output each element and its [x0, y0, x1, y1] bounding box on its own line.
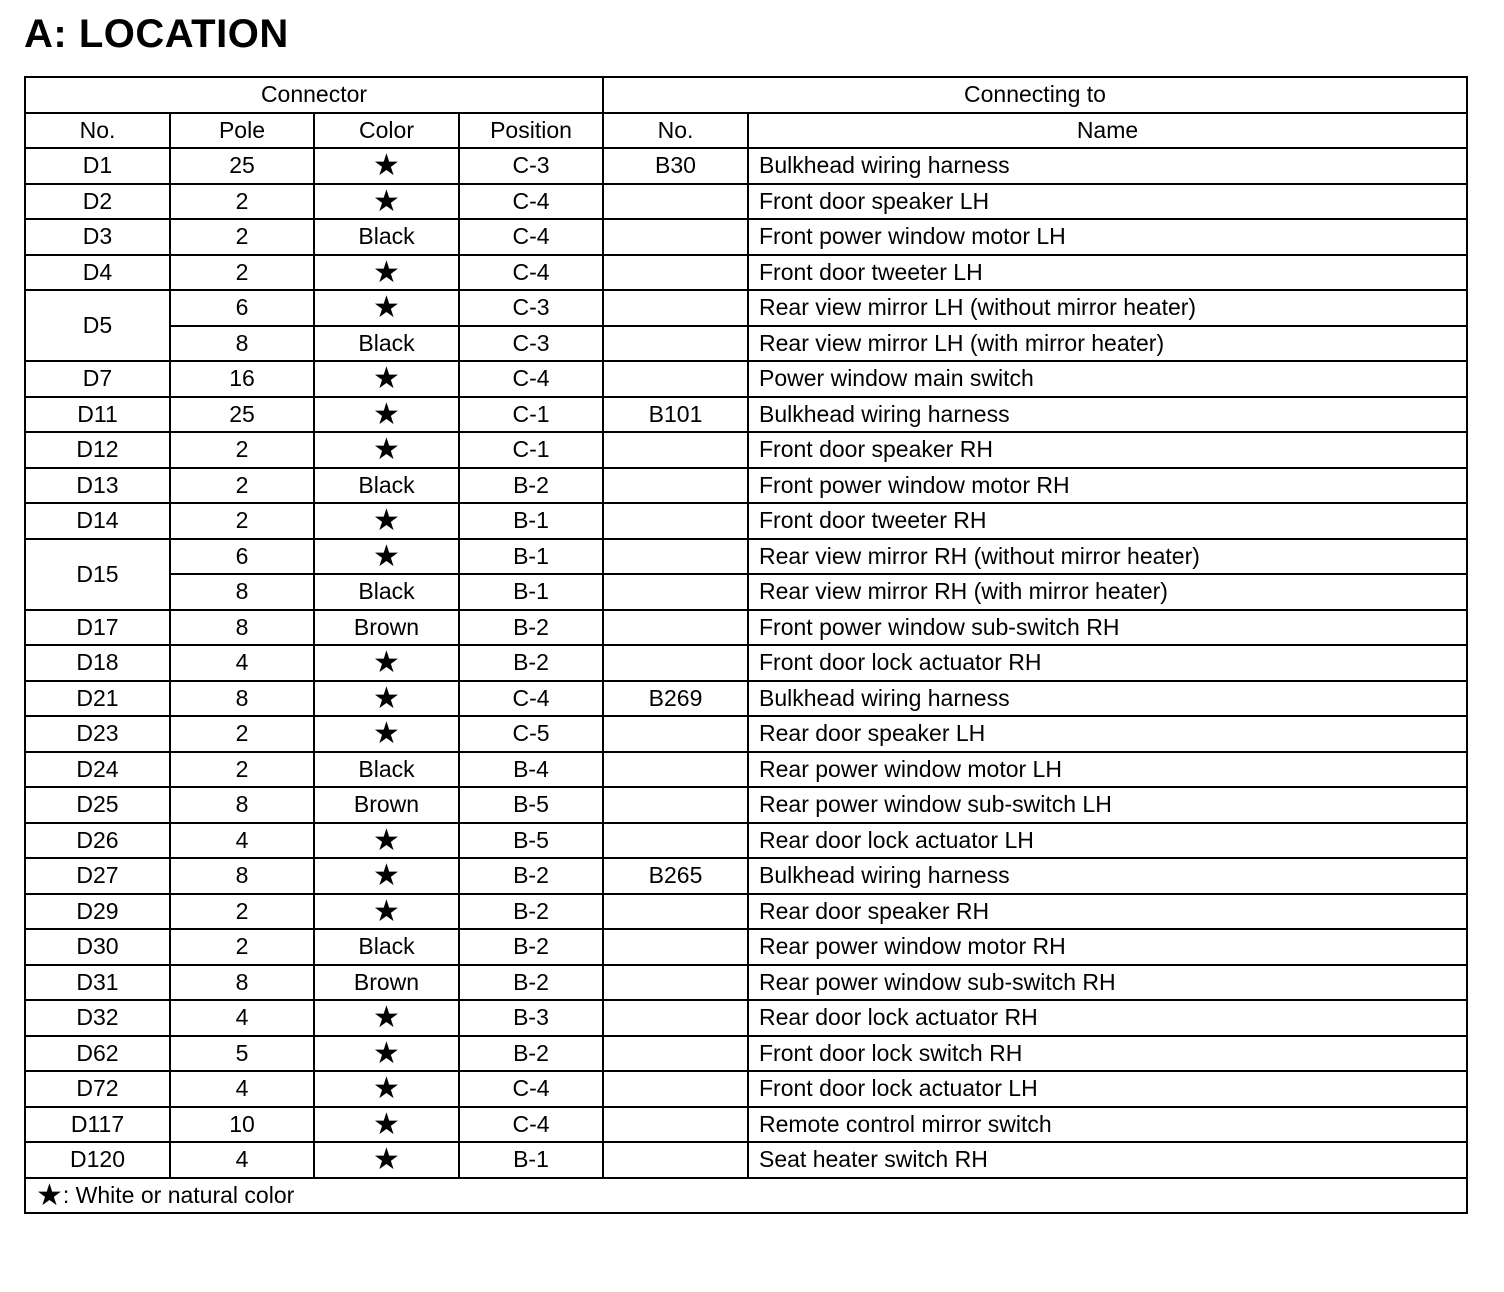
connector-no-cell: D30 — [25, 929, 170, 965]
table-row — [25, 716, 1467, 752]
table-row — [25, 1000, 1467, 1036]
table-row — [25, 539, 1467, 575]
connector-no-cell: D5 — [25, 290, 170, 361]
pole-cell: 4 — [170, 1142, 314, 1178]
connecting-name-cell: Bulkhead wiring harness — [748, 858, 1467, 894]
connecting-name-cell: Rear door lock actuator LH — [748, 823, 1467, 859]
connector-no-cell: D2 — [25, 184, 170, 220]
footnote — [25, 1178, 1467, 1214]
position-cell: B-5 — [459, 787, 603, 823]
color-star-icon: ★ — [314, 858, 459, 894]
connecting-name-cell: Front door tweeter RH — [748, 503, 1467, 539]
connecting-name-cell: Rear door speaker RH — [748, 894, 1467, 930]
connector-no-cell: D12 — [25, 432, 170, 468]
color-cell: Black — [314, 574, 459, 610]
table-row — [25, 184, 1467, 220]
table-row — [25, 468, 1467, 504]
connector-no-cell: D117 — [25, 1107, 170, 1143]
pole-cell: 2 — [170, 432, 314, 468]
color-star-icon: ★ — [314, 1142, 459, 1178]
connecting-no-cell — [603, 645, 748, 681]
table-row — [25, 219, 1467, 255]
color-star-icon: ★ — [314, 290, 459, 326]
connector-no-cell: D26 — [25, 823, 170, 859]
color-star-icon: ★ — [314, 503, 459, 539]
position-cell: C-4 — [459, 1071, 603, 1107]
table-row — [25, 1142, 1467, 1178]
color-cell: Black — [314, 752, 459, 788]
pole-cell: 4 — [170, 1000, 314, 1036]
position-cell: C-3 — [459, 148, 603, 184]
connector-no-cell: D14 — [25, 503, 170, 539]
connecting-no-cell: B101 — [603, 397, 748, 433]
pole-cell: 4 — [170, 1071, 314, 1107]
pole-cell: 8 — [170, 858, 314, 894]
color-star-icon: ★ — [314, 539, 459, 575]
connector-no-cell: D24 — [25, 752, 170, 788]
position-cell: C-5 — [459, 716, 603, 752]
connecting-name-cell: Bulkhead wiring harness — [748, 148, 1467, 184]
pole-cell: 6 — [170, 539, 314, 575]
position-cell: B-1 — [459, 539, 603, 575]
table-row — [25, 752, 1467, 788]
color-star-icon: ★ — [314, 716, 459, 752]
color-star-icon: ★ — [314, 432, 459, 468]
col-header-no: No. — [25, 113, 170, 149]
table-row — [25, 290, 1467, 326]
pole-cell: 5 — [170, 1036, 314, 1072]
connecting-name-cell: Front door lock actuator LH — [748, 1071, 1467, 1107]
pole-cell: 2 — [170, 894, 314, 930]
table-body — [25, 148, 1467, 1178]
position-cell: B-5 — [459, 823, 603, 859]
position-cell: C-1 — [459, 397, 603, 433]
color-star-icon: ★ — [314, 681, 459, 717]
pole-cell: 2 — [170, 255, 314, 291]
col-header-connecting-no: No. — [603, 113, 748, 149]
position-cell: C-3 — [459, 326, 603, 362]
pole-cell: 16 — [170, 361, 314, 397]
col-header-color: Color — [314, 113, 459, 149]
connecting-name-cell: Front door tweeter LH — [748, 255, 1467, 291]
color-cell: Black — [314, 326, 459, 362]
position-cell: B-1 — [459, 574, 603, 610]
color-star-icon: ★ — [314, 361, 459, 397]
pole-cell: 2 — [170, 219, 314, 255]
position-cell: B-2 — [459, 645, 603, 681]
connecting-no-cell — [603, 1071, 748, 1107]
connector-no-cell: D29 — [25, 894, 170, 930]
color-star-icon: ★ — [314, 255, 459, 291]
pole-cell: 8 — [170, 574, 314, 610]
col-header-pole: Pole — [170, 113, 314, 149]
position-cell: B-4 — [459, 752, 603, 788]
column-header-row — [25, 113, 1467, 149]
connector-no-cell: D18 — [25, 645, 170, 681]
position-cell: B-2 — [459, 858, 603, 894]
connecting-no-cell — [603, 894, 748, 930]
position-cell: C-4 — [459, 681, 603, 717]
connecting-name-cell: Front power window motor LH — [748, 219, 1467, 255]
connecting-name-cell: Rear power window sub-switch RH — [748, 965, 1467, 1001]
position-cell: C-3 — [459, 290, 603, 326]
pole-cell: 2 — [170, 716, 314, 752]
connecting-no-cell — [603, 752, 748, 788]
connecting-no-cell — [603, 539, 748, 575]
connecting-name-cell: Bulkhead wiring harness — [748, 397, 1467, 433]
connecting-no-cell — [603, 255, 748, 291]
pole-cell: 25 — [170, 148, 314, 184]
connector-no-cell: D72 — [25, 1071, 170, 1107]
pole-cell: 25 — [170, 397, 314, 433]
pole-cell: 10 — [170, 1107, 314, 1143]
table-row — [25, 397, 1467, 433]
color-star-icon: ★ — [314, 1036, 459, 1072]
connecting-no-cell — [603, 326, 748, 362]
connecting-name-cell: Rear power window sub-switch LH — [748, 787, 1467, 823]
pole-cell: 4 — [170, 645, 314, 681]
connecting-no-cell: B30 — [603, 148, 748, 184]
table-row — [25, 858, 1467, 894]
connecting-name-cell: Rear view mirror LH (without mirror heater) — [748, 290, 1467, 326]
connecting-no-cell — [603, 503, 748, 539]
page-title: A: LOCATION — [24, 12, 289, 56]
position-cell: C-4 — [459, 361, 603, 397]
table-row — [25, 148, 1467, 184]
position-cell: C-1 — [459, 432, 603, 468]
footnote-row — [25, 1178, 1467, 1214]
pole-cell: 2 — [170, 468, 314, 504]
connecting-name-cell: Rear door lock actuator RH — [748, 1000, 1467, 1036]
color-star-icon: ★ — [314, 823, 459, 859]
color-cell: Black — [314, 468, 459, 504]
connector-no-cell: D31 — [25, 965, 170, 1001]
connecting-no-cell — [603, 823, 748, 859]
pole-cell: 8 — [170, 787, 314, 823]
location-table — [24, 76, 1468, 1214]
color-star-icon: ★ — [314, 645, 459, 681]
connecting-name-cell: Front door lock switch RH — [748, 1036, 1467, 1072]
position-cell: B-2 — [459, 894, 603, 930]
connecting-name-cell: Front power window sub-switch RH — [748, 610, 1467, 646]
table-row — [25, 361, 1467, 397]
color-star-icon: ★ — [314, 184, 459, 220]
connecting-no-cell — [603, 929, 748, 965]
table-row — [25, 432, 1467, 468]
position-cell: B-1 — [459, 503, 603, 539]
connector-no-cell: D62 — [25, 1036, 170, 1072]
connecting-no-cell — [603, 1107, 748, 1143]
position-cell: C-4 — [459, 184, 603, 220]
pole-cell: 8 — [170, 326, 314, 362]
connecting-no-cell — [603, 468, 748, 504]
connecting-no-cell — [603, 610, 748, 646]
pole-cell: 8 — [170, 681, 314, 717]
connecting-name-cell: Front door speaker RH — [748, 432, 1467, 468]
connecting-name-cell: Rear view mirror RH (with mirror heater) — [748, 574, 1467, 610]
connecting-no-cell: B269 — [603, 681, 748, 717]
color-star-icon: ★ — [314, 1000, 459, 1036]
color-star-icon: ★ — [314, 148, 459, 184]
connector-no-cell: D1 — [25, 148, 170, 184]
pole-cell: 2 — [170, 184, 314, 220]
connector-no-cell: D4 — [25, 255, 170, 291]
col-header-name: Name — [748, 113, 1467, 149]
table-row — [25, 645, 1467, 681]
connector-no-cell: D15 — [25, 539, 170, 610]
position-cell: C-4 — [459, 255, 603, 291]
color-cell: Brown — [314, 787, 459, 823]
pole-cell: 2 — [170, 503, 314, 539]
connecting-name-cell: Bulkhead wiring harness — [748, 681, 1467, 717]
connecting-to-group-header: Connecting to — [603, 77, 1467, 113]
color-star-icon: ★ — [314, 1107, 459, 1143]
connector-no-cell: D25 — [25, 787, 170, 823]
color-cell: Brown — [314, 965, 459, 1001]
connecting-name-cell: Rear power window motor RH — [748, 929, 1467, 965]
pole-cell: 8 — [170, 610, 314, 646]
position-cell: C-4 — [459, 219, 603, 255]
connector-no-cell: D27 — [25, 858, 170, 894]
table-row — [25, 610, 1467, 646]
connecting-no-cell — [603, 716, 748, 752]
connector-no-cell: D23 — [25, 716, 170, 752]
connecting-no-cell — [603, 184, 748, 220]
table-row — [25, 929, 1467, 965]
footnote-text: : White or natural color — [62, 1181, 295, 1208]
pole-cell: 8 — [170, 965, 314, 1001]
connector-no-cell: D120 — [25, 1142, 170, 1178]
connecting-no-cell — [603, 1142, 748, 1178]
connecting-name-cell: Front door speaker LH — [748, 184, 1467, 220]
color-star-icon: ★ — [314, 1071, 459, 1107]
connector-group-header: Connector — [25, 77, 603, 113]
col-header-position: Position — [459, 113, 603, 149]
pole-cell: 6 — [170, 290, 314, 326]
position-cell: B-2 — [459, 1036, 603, 1072]
color-star-icon: ★ — [314, 894, 459, 930]
connecting-name-cell: Power window main switch — [748, 361, 1467, 397]
connecting-no-cell — [603, 965, 748, 1001]
connector-no-cell: D11 — [25, 397, 170, 433]
table-row — [25, 681, 1467, 717]
pole-cell: 2 — [170, 929, 314, 965]
table-row — [25, 1071, 1467, 1107]
position-cell: B-2 — [459, 965, 603, 1001]
table-row — [25, 1036, 1467, 1072]
connecting-no-cell — [603, 290, 748, 326]
connecting-no-cell — [603, 432, 748, 468]
connector-no-cell: D21 — [25, 681, 170, 717]
color-star-icon: ★ — [314, 397, 459, 433]
table-row — [25, 1107, 1467, 1143]
pole-cell: 4 — [170, 823, 314, 859]
table-row — [25, 503, 1467, 539]
pole-cell: 2 — [170, 752, 314, 788]
connecting-name-cell: Rear power window motor LH — [748, 752, 1467, 788]
connecting-no-cell — [603, 1036, 748, 1072]
connecting-name-cell: Front power window motor RH — [748, 468, 1467, 504]
connecting-name-cell: Front door lock actuator RH — [748, 645, 1467, 681]
table-row — [25, 255, 1467, 291]
position-cell: B-2 — [459, 610, 603, 646]
color-cell: Black — [314, 219, 459, 255]
star-icon: ★ — [36, 1178, 63, 1212]
connecting-name-cell: Seat heater switch RH — [748, 1142, 1467, 1178]
color-cell: Brown — [314, 610, 459, 646]
color-cell: Black — [314, 929, 459, 965]
table-row — [25, 894, 1467, 930]
position-cell: B-1 — [459, 1142, 603, 1178]
connecting-no-cell — [603, 361, 748, 397]
position-cell: B-2 — [459, 929, 603, 965]
connecting-name-cell: Rear view mirror LH (with mirror heater) — [748, 326, 1467, 362]
connector-no-cell: D7 — [25, 361, 170, 397]
connector-no-cell: D13 — [25, 468, 170, 504]
connecting-no-cell — [603, 574, 748, 610]
position-cell: C-4 — [459, 1107, 603, 1143]
connecting-name-cell: Remote control mirror switch — [748, 1107, 1467, 1143]
table-row — [25, 787, 1467, 823]
connecting-no-cell: B265 — [603, 858, 748, 894]
connecting-no-cell — [603, 219, 748, 255]
connector-no-cell: D32 — [25, 1000, 170, 1036]
group-header-row — [25, 77, 1467, 113]
table-row — [25, 823, 1467, 859]
connecting-name-cell: Rear door speaker LH — [748, 716, 1467, 752]
position-cell: B-3 — [459, 1000, 603, 1036]
connecting-no-cell — [603, 787, 748, 823]
connector-no-cell: D17 — [25, 610, 170, 646]
table-row — [25, 326, 1467, 362]
connecting-no-cell — [603, 1000, 748, 1036]
connector-no-cell: D3 — [25, 219, 170, 255]
connecting-name-cell: Rear view mirror RH (without mirror heater) — [748, 539, 1467, 575]
table-row — [25, 574, 1467, 610]
position-cell: B-2 — [459, 468, 603, 504]
table-row — [25, 965, 1467, 1001]
